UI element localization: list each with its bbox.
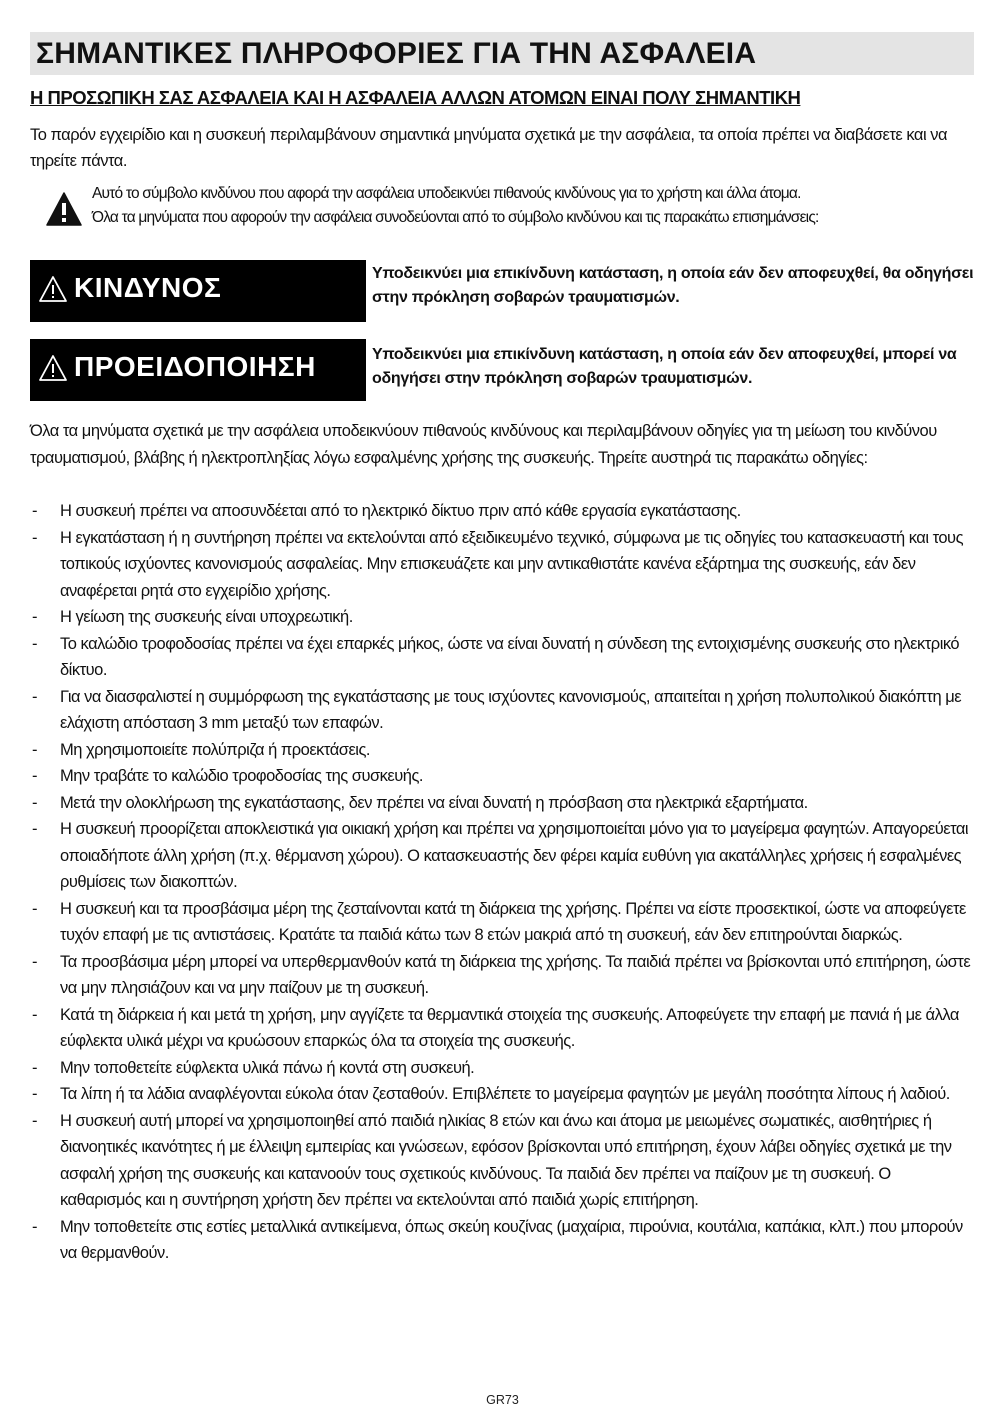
list-item: - Μην τραβάτε το καλώδιο τροφοδοσίας της συσκευής. [30,763,974,790]
bullet-dash: - [32,1085,37,1103]
list-item: - Η εγκατάσταση ή η συντήρηση πρέπει να εκτελούνται από εξειδικευμένο τεχνικό, σύμφωνα με τις οδηγίες του κατασκευαστή και τους τοπικούς ισχύοντες κανονισμούς ασφαλείας. Μην επισκευάζετε και μην αντικαθιστάτε κανένα εξάρτημα της συσκευής, εάν δεν αναφέρεται ρητά στο εγχειρίδιο χρήσης. [30,525,974,605]
list-item: - Η συσκευή πρέπει να αποσυνδέεται από το ηλεκτρικό δίκτυο πριν από κάθε εργασία εγκατάστασης. [30,498,974,525]
warning-symbol-line-2: Όλα τα μηνύματα που αφορούν την ασφάλεια συνοδεύονται από το σύμβολο κινδύνου και τις παρακάτω επισημάνσεις: [92,209,819,226]
warning-triangle-icon [46,192,82,226]
bullet-dash: - [32,634,37,653]
bullet-dash: - [32,820,37,838]
list-item: - Μετά την ολοκλήρωση της εγκατάστασης, δεν πρέπει να είναι δυνατή η πρόσβαση στα ηλεκτρικά εξαρτήματα. [30,790,974,817]
bullet-dash: - [32,740,37,759]
warning-symbol-text [92,182,974,230]
bullet-dash: - [32,502,37,520]
bullet-dash: - [32,793,37,812]
list-item: - Τα προσβάσιμα μέρη μπορεί να υπερθερμανθούν κατά τη διάρκεια της χρήσης. Τα παιδιά πρέπει να βρίσκονται υπό επιτήρηση, ώστε να μην πλησιάζουν και να μην παίζουν με τη συσκευή. [30,949,974,1002]
section-subtitle: Η ΠΡΟΣΩΠΙΚΗ ΣΑΣ ΑΣΦΑΛΕΙΑ ΚΑΙ Η ΑΣΦΑΛΕΙΑ ΑΛΛΩΝ ΑΤΟΜΩΝ ΕΙΝΑΙ ΠΟΛΥ ΣΗΜΑΝΤΙΚΗ [30,87,801,108]
danger-description: Υποδεικνύει μια επικίνδυνη κατάσταση, η οποία εάν δεν αποφευχθεί, θα οδηγήσει στην πρόκληση σοβαρών τραυματισμών. [372,265,974,306]
list-item: - Μη χρησιμοποιείτε πολύπριζα ή προεκτάσεις. [30,737,974,764]
list-item: - Η συσκευή και τα προσβάσιμα μέρη της ζεσταίνονται κατά τη διάρκεια της χρήσης. Πρέπει να είστε προσεκτικοί, ώστε να αποφεύγετε τυχόν επαφή με τις αντιστάσεις. Κρατάτε τα παιδιά κάτω των 8 ετών μακριά από τη συσκευή, εάν δεν επιτηρούνται διαρκώς. [30,896,974,949]
page-title: ΣΗΜΑΝΤΙΚΕΣ ΠΛΗΡΟΦΟΡΙΕΣ ΓΙΑ ΤΗΝ ΑΣΦΑΛΕΙΑ [36,37,757,70]
intro-paragraph: Το παρόν εγχειρίδιο και η συσκευή περιλαμβάνουν σημαντικά μηνύματα σχετικά με την ασφάλεια, τα οποία πρέπει να διαβάσετε και να τηρείτε πάντα. [30,126,947,170]
danger-label: ΚΙΝΔΥΝΟΣ [74,272,222,303]
warning-symbol-line-1: Αυτό το σύμβολο κινδύνου που αφορά την ασφάλεια υποδεικνύει πιθανούς κινδύνους για το χρήστη και άλλα άτομα. [92,185,801,202]
instructions-intro: Όλα τα μηνύματα σχετικά με την ασφάλεια υποδεικνύουν πιθανούς κινδύνους και περιλαμβάνουν οδηγίες για τη μείωση του κινδύνου τραυματισμού, βλάβης ή ηλεκτροπληξίας λόγω εσφαλμένης χρήσης της συσκευής. Τηρείτε αυστηρά τις παρακάτω οδηγίες: [30,422,937,467]
safety-rules-list [30,498,974,1267]
list-item: - Η συσκευή αυτή μπορεί να χρησιμοποιηθεί από παιδιά ηλικίας 8 ετών και άνω και άτομα με μειωμένες σωματικές, αισθητήριες ή διανοητικές ικανότητες ή με έλλειψη εμπειρίας και γνώσεων, εφόσον βρίσκονται υπό επιτήρηση, έχουν λάβει οδηγίες σχετικά με την ασφαλή χρήση της συσκευής και κατανοούν τους σχετικούς κινδύνους. Τα παιδιά δεν πρέπει να παίζουν με τη συσκευή. Ο καθαρισμός και η συντήρηση χρήστη δεν πρέπει να εκτελούνται από παιδιά χωρίς επιτήρηση. [30,1108,974,1214]
list-item: - Μην τοποθετείτε εύφλεκτα υλικά πάνω ή κοντά στη συσκευή. [30,1055,974,1082]
bullet-dash: - [32,687,37,706]
list-item: - Το καλώδιο τροφοδοσίας πρέπει να έχει επαρκές μήκος, ώστε να είναι δυνατή η σύνδεση της εντοιχισμένης συσκευής στο ηλεκτρικό δίκτυο. [30,631,974,684]
danger-signal-box [30,260,366,322]
bullet-dash: - [32,608,37,626]
list-item: - Κατά τη διάρκεια ή και μετά τη χρήση, μην αγγίζετε τα θερμαντικά στοιχεία της συσκευής. Αποφεύγετε την επαφή με πανιά ή με άλλα εύφλεκτα υλικά μέχρι να κρυώσουν επαρκώς όλα τα στοιχεία της συσκευής. [30,1002,974,1055]
bullet-dash: - [32,1217,37,1236]
bullet-dash: - [32,899,37,918]
warning-signal-box [30,339,366,401]
bullet-dash: - [32,1058,37,1077]
warning-label: ΠΡΟΕΙΔΟΠΟΙΗΣΗ [74,351,316,382]
list-item: - Η συσκευή προορίζεται αποκλειστικά για οικιακή χρήση και πρέπει να χρησιμοποιείται μόνο για το μαγείρεμα φαγητών. Απαγορεύεται οποιαδήποτε άλλη χρήση (π.χ. θέρμανση χώρου). Ο κατασκευαστής δεν φέρει καμία ευθύνη για ακατάλληλες χρήσεις ή εσφαλμένες ρυθμίσεις των διακοπτών. [30,816,974,896]
warning-description: Υποδεικνύει μια επικίνδυνη κατάσταση, η οποία εάν δεν αποφευχθεί, μπορεί να οδηγήσει στην πρόκληση σοβαρών τραυματισμών. [372,346,957,387]
warning-triangle-icon [38,354,68,382]
bullet-dash: - [32,767,37,785]
list-item: - Τα λίπη ή τα λάδια αναφλέγονται εύκολα όταν ζεσταθούν. Επιβλέπετε το μαγείρεμα φαγητών με μεγάλη ποσότητα λίπους ή λαδιού. [30,1081,974,1108]
bullet-dash: - [32,1005,37,1024]
bullet-dash: - [32,952,37,971]
list-item: - Για να διασφαλιστεί η συμμόρφωση της εγκατάστασης με τους ισχύοντες κανονισμούς, απαιτείται η χρήση πολυπολικού διακόπτη με ελάχιστη απόσταση 3 mm μεταξύ των επαφών. [30,684,974,737]
page-number: GR73 [486,1393,519,1407]
list-item: - Μην τοποθετείτε στις εστίες μεταλλικά αντικείμενα, όπως σκεύη κουζίνας (μαχαίρια, πιρούνια, κουτάλια, καπάκια, κλπ.) που μπορούν να θερμανθούν. [30,1214,974,1267]
warning-triangle-icon [38,275,68,303]
bullet-dash: - [32,528,37,547]
title-bar [30,32,974,75]
bullet-dash: - [32,1111,37,1130]
list-item: - Η γείωση της συσκευής είναι υποχρεωτική. [30,604,974,631]
